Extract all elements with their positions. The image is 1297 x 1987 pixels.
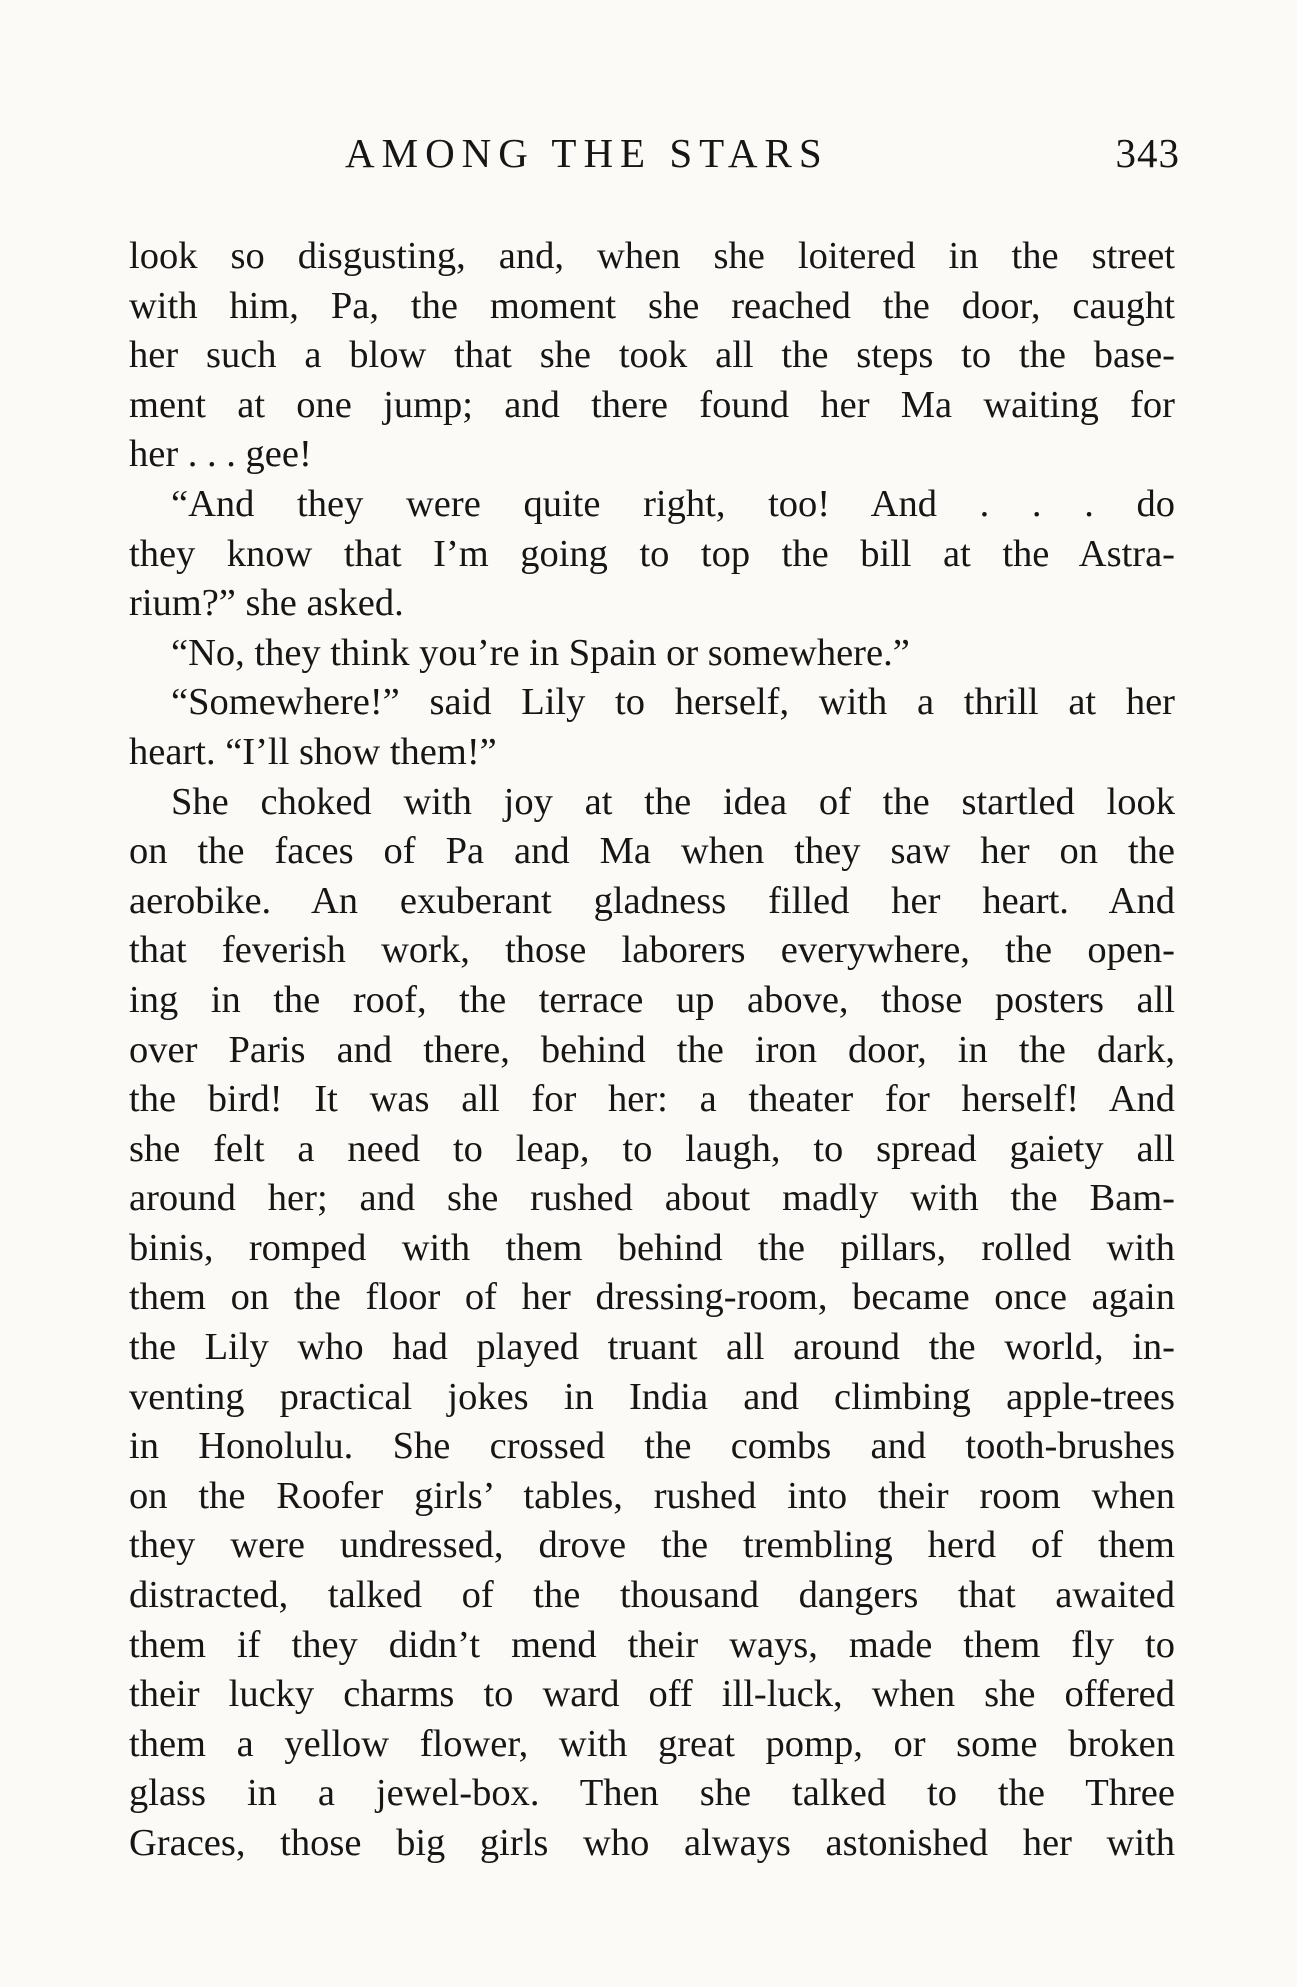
text-line: rium?” she asked. <box>129 582 404 625</box>
text-line: venting practical jokes in India and climbing apple-trees <box>129 1375 1175 1418</box>
text-line: her such a blow that she took all the steps to the base- <box>129 334 1175 377</box>
text-line: they know that I’m going to top the bill at the Astra- <box>129 532 1175 575</box>
text-line: heart. “I’ll show them!” <box>129 730 497 773</box>
text-line: she felt a need to leap, to laugh, to spread gaiety all <box>129 1127 1175 1170</box>
text-line: “And they were quite right, too! And . . . do <box>171 482 1175 525</box>
running-head <box>120 128 1180 178</box>
text-line: on the faces of Pa and Ma when they saw her on the <box>129 830 1175 873</box>
text-line: binis, romped with them behind the pillars, rolled with <box>129 1226 1175 1269</box>
text-line: with him, Pa, the moment she reached the door, caught <box>129 284 1175 327</box>
text-line: them on the floor of her dressing-room, became once again <box>129 1276 1175 1319</box>
running-title: AMONG THE STARS <box>345 130 829 176</box>
text-line: distracted, talked of the thousand dangers that awaited <box>129 1574 1175 1617</box>
text-line: they were undressed, drove the trembling herd of them <box>129 1524 1175 1567</box>
text-line: their lucky charms to ward off ill-luck, when she offered <box>129 1673 1175 1716</box>
body-text <box>129 232 1175 1869</box>
text-line: glass in a jewel-box. Then she talked to the Three <box>129 1772 1175 1815</box>
page-number: 343 <box>1115 130 1180 176</box>
text-line: the bird! It was all for her: a theater for herself! And <box>129 1078 1175 1121</box>
text-line: “Somewhere!” said Lily to herself, with a thrill at her <box>171 681 1175 724</box>
text-line: on the Roofer girls’ tables, rushed into their room when <box>129 1474 1175 1517</box>
text-line: her . . . gee! <box>129 433 312 476</box>
text-line: around her; and she rushed about madly with the Bam- <box>129 1177 1175 1220</box>
text-line: She choked with joy at the idea of the startled look <box>171 780 1175 823</box>
text-line: that feverish work, those laborers everywhere, the open- <box>129 929 1175 972</box>
text-line: them if they didn’t mend their ways, made them fly to <box>129 1623 1175 1666</box>
text-line: the Lily who had played truant all around the world, in- <box>129 1326 1175 1369</box>
text-line: “No, they think you’re in Spain or somewhere.” <box>171 631 910 674</box>
text-line: over Paris and there, behind the iron door, in the dark, <box>129 1028 1175 1071</box>
text-line: look so disgusting, and, when she loitered in the street <box>129 235 1175 277</box>
text-line: aerobike. An exuberant gladness filled her heart. And <box>129 879 1175 922</box>
text-line: ing in the roof, the terrace up above, those posters all <box>129 978 1175 1021</box>
text-line: them a yellow flower, with great pomp, or some broken <box>129 1722 1175 1765</box>
text-line: Graces, those big girls who always astonished her with <box>129 1822 1175 1864</box>
text-line: in Honolulu. She crossed the combs and tooth-brushes <box>129 1425 1175 1468</box>
text-line: ment at one jump; and there found her Ma waiting for <box>129 383 1175 426</box>
